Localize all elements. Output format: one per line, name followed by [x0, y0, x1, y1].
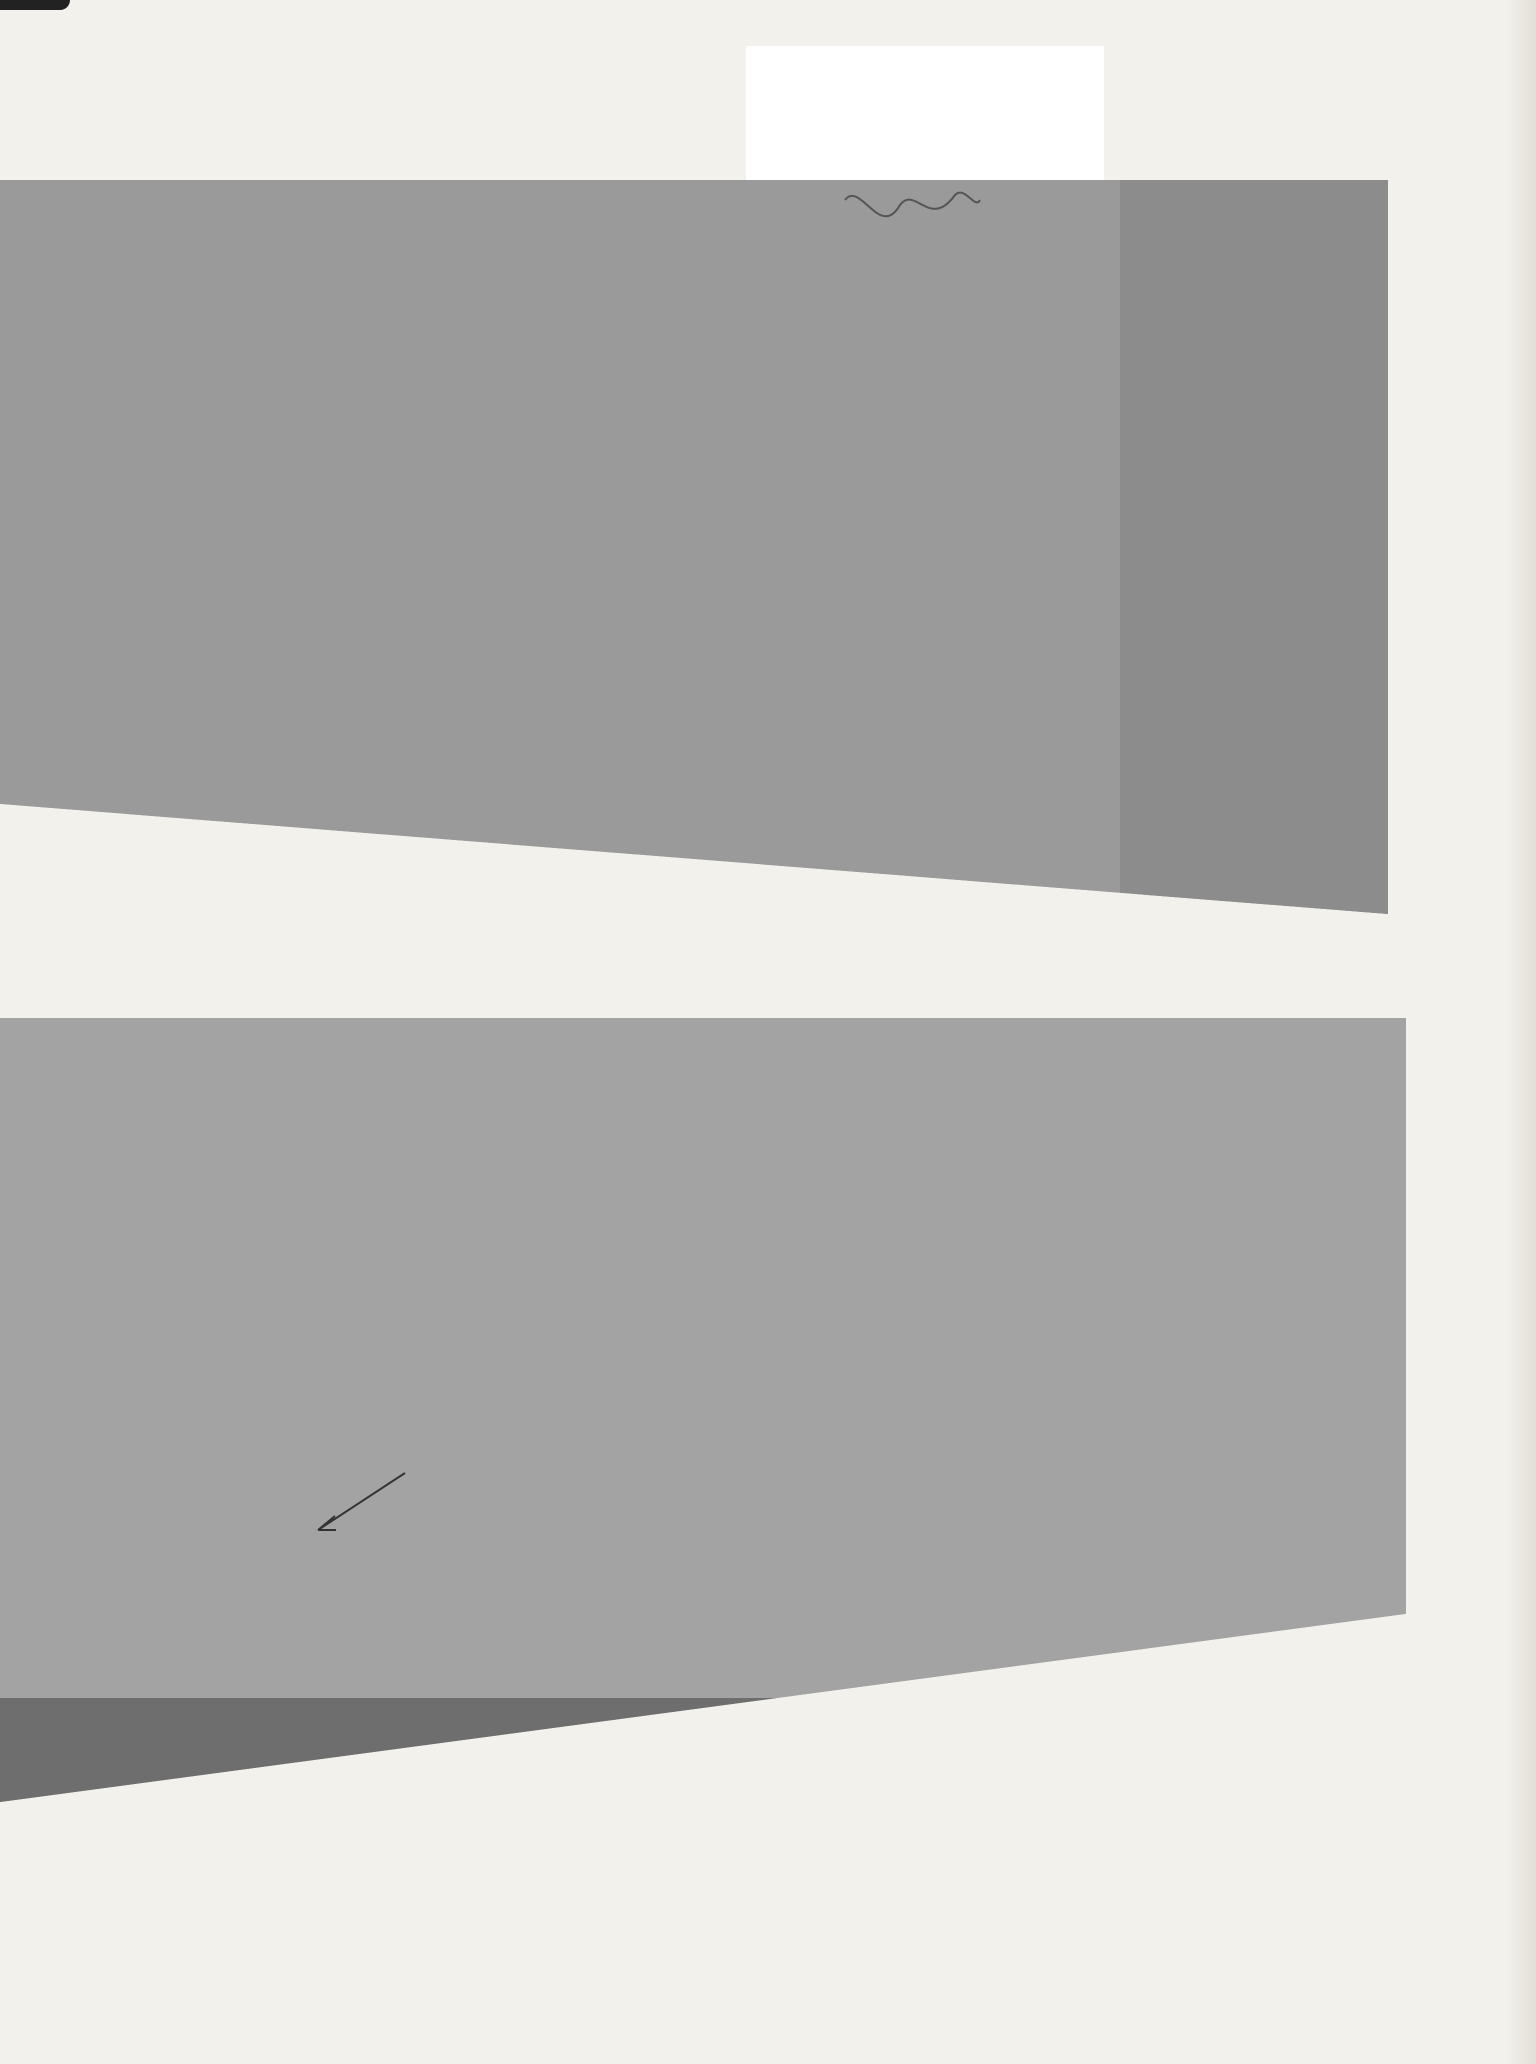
blank-label-patch	[746, 46, 1104, 188]
class-photo-top	[0, 180, 1388, 914]
class-photo-bottom-drawing	[0, 1018, 1406, 1802]
page-edge-shadow	[1506, 0, 1536, 2064]
class-photo-bottom	[0, 1018, 1406, 1802]
corner-mark	[0, 0, 70, 10]
class-photo-top-drawing	[0, 180, 1388, 914]
